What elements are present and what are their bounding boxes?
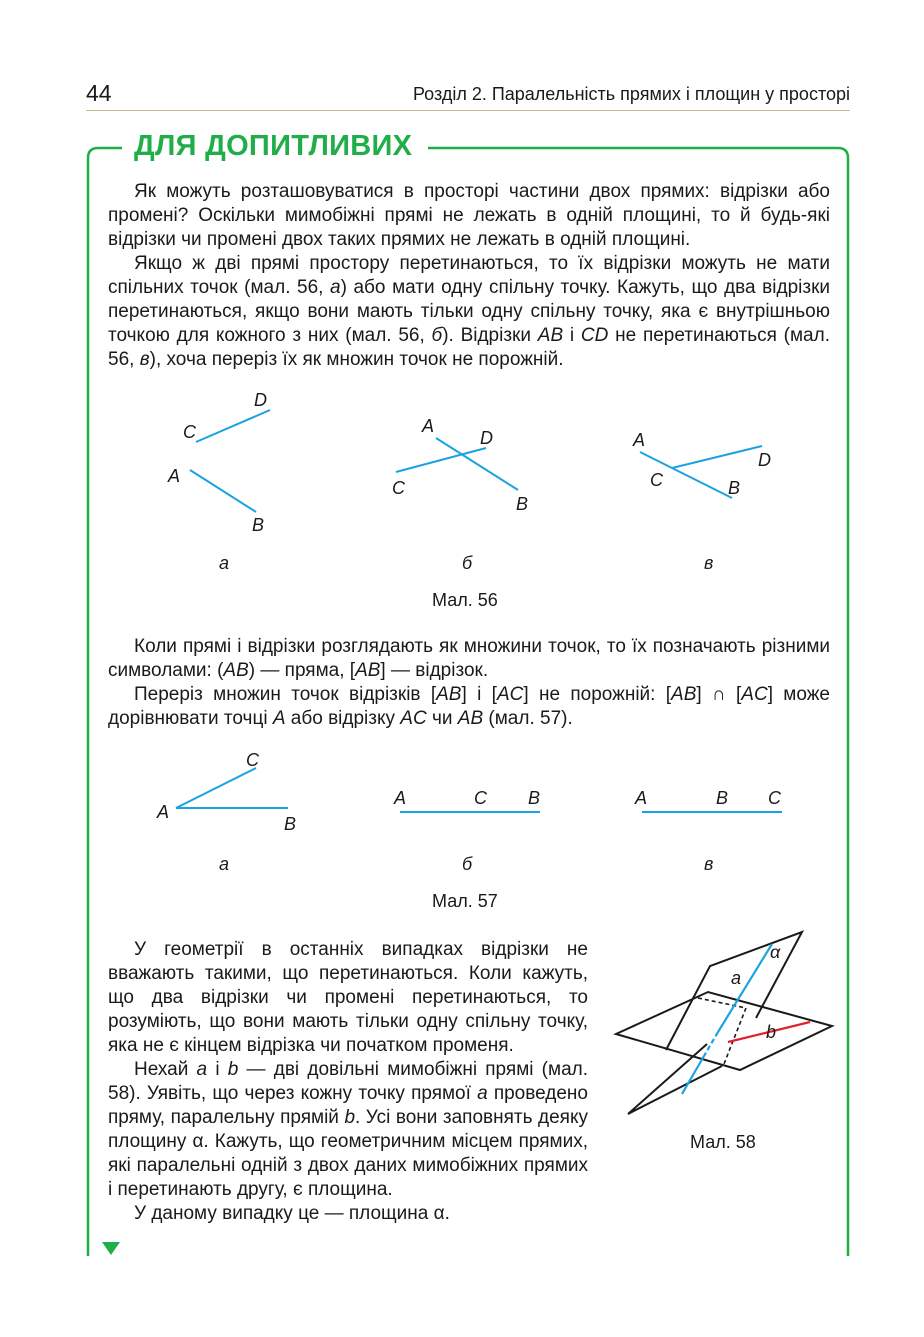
point-label: D	[254, 390, 267, 410]
line-a-lower	[682, 1056, 704, 1094]
text-run: не перетинаються (мал. 56,	[108, 325, 830, 370]
text-run: AB	[537, 325, 564, 346]
segment-ac	[176, 768, 256, 808]
text-run: або відрізку	[285, 708, 401, 729]
figure-57c-label: в	[704, 854, 714, 874]
point-label: B	[284, 814, 297, 834]
point-label: B	[728, 478, 741, 498]
segment-cd	[196, 410, 270, 442]
paragraph-4	[108, 683, 830, 731]
text-run: Нехай	[134, 1059, 197, 1080]
figure-58-caption: Мал. 58	[690, 1132, 756, 1152]
line-a-label: a	[731, 968, 742, 988]
point-label: C	[768, 788, 781, 808]
figure-58	[612, 926, 838, 1120]
figure-57-caption: Мал. 57	[432, 891, 498, 911]
text-run: a	[477, 1083, 488, 1104]
point-label: B	[516, 494, 529, 514]
text-run: AB	[436, 684, 462, 705]
paragraph-5: У геометрії в останніх випадках відрізки не вважають такими, що перетинаються. Коли кажуть, що два відрізки чи промені перетинаються, то розуміють, що вони мають тільки одну спільну точку, яка не є кінцем відрізка чи початком променя.	[108, 939, 588, 1056]
text-run: CD	[580, 325, 609, 346]
down-triangle-icon	[102, 1242, 120, 1256]
text-run: чи	[426, 708, 458, 729]
plane-alpha-upper	[666, 932, 802, 1050]
point-label: C	[392, 478, 405, 498]
text-run: AC	[741, 684, 768, 705]
figure-56c-label: в	[704, 553, 714, 573]
text-run: ] — відрізок.	[380, 660, 489, 681]
figure-57b-label: б	[462, 854, 473, 874]
point-label: D	[480, 428, 493, 448]
point-label: B	[528, 788, 541, 808]
text-run: AB	[671, 684, 697, 705]
text-run: A	[272, 708, 286, 729]
text-run: — дві довільні мимобіжні прямі (мал. 58). Уявіть, що через кожну точку прямої	[108, 1059, 588, 1104]
point-label: C	[246, 750, 259, 770]
point-label: B	[716, 788, 729, 808]
alpha-label: α	[770, 942, 781, 962]
segment-ab	[190, 470, 256, 512]
paragraph-6	[108, 1058, 588, 1202]
text-run: AB	[223, 660, 249, 681]
figure-56	[150, 386, 790, 531]
point-label: A	[633, 430, 646, 450]
header-rule	[86, 110, 850, 111]
plane-alpha-lower	[628, 1044, 722, 1114]
paragraph-7: У даному випадку це — площина α.	[134, 1203, 450, 1224]
paragraph-3	[108, 635, 830, 683]
text-run: проведено пряму, паралельну прямій	[108, 1083, 588, 1128]
running-title: Розділ 2. Паралельність прямих і площин у просторі	[412, 84, 850, 104]
text-run: а	[330, 277, 341, 298]
figure-56a-label: а	[219, 553, 230, 573]
point-label: C	[650, 470, 663, 490]
text-run: ] не порожній: [	[523, 684, 672, 705]
text-run: ] ∩ [	[696, 684, 742, 705]
text-run: ) або мати одну спільну точку. Кажуть, що два відрізки перетинаються, якщо вони мають тільки одну спільну точку, яка є внутрішньою точкою для кожного з них (мал. 56,	[108, 277, 830, 346]
box-title: ДЛЯ ДОПИТЛИВИХ	[130, 130, 416, 163]
text-run: b	[344, 1107, 356, 1128]
text-run: ] і [	[461, 684, 497, 705]
text-run: AB	[355, 660, 381, 681]
point-label: D	[758, 450, 771, 470]
point-label: C	[183, 422, 196, 442]
line-a	[718, 944, 772, 1032]
point-label: C	[474, 788, 487, 808]
segment-ab	[436, 438, 518, 490]
text-run: AC	[496, 684, 524, 705]
text-run: AC	[400, 708, 427, 729]
point-label: A	[635, 788, 648, 808]
paragraph-1: Як можуть розташовуватися в просторі частини двох прямих: відрізки або промені? Оскільки мимобіжні прямі не лежать в одній площині, то й будь-які відрізки чи промені двох таких прямих не лежать в одній площині.	[108, 181, 830, 250]
horizontal-plane	[616, 992, 832, 1070]
text-run: і	[207, 1059, 228, 1080]
figure-57	[150, 746, 790, 836]
text-run: в	[139, 349, 150, 370]
text-run: a	[196, 1059, 208, 1080]
text-run: ). Відрізки	[442, 325, 538, 346]
line-b-label: b	[766, 1022, 777, 1042]
text-run: . Усі вони заповнять деяку площину α. Кажуть, що геометричним місцем прямих, які паралельні одній з двох даних мимобіжних прямих і перетинають другу, є площина.	[108, 1107, 588, 1200]
text-run: ), хоча переріз їх як множин точок не порожній.	[149, 349, 564, 370]
text-run: Переріз множин точок відрізків [	[134, 684, 437, 705]
text-run: б	[431, 325, 443, 346]
text-run: ) — пряма, [	[248, 660, 356, 681]
figure-56b-label: б	[462, 553, 473, 573]
point-label: B	[252, 515, 265, 531]
text-run: b	[227, 1059, 239, 1080]
segment-cd	[672, 446, 762, 468]
page-number: 44	[86, 80, 112, 106]
text-run: AB	[457, 708, 484, 729]
text-run: Якщо ж дві прямі простору перетинаються, то їх відрізки можуть не мати спільних точок (мал. 56,	[108, 253, 830, 298]
text-run: Коли прямі і відрізки розглядають як множини точок, то їх позначають різними символами: (	[108, 636, 830, 681]
figure-57a-label: а	[219, 854, 230, 874]
point-label: A	[422, 416, 435, 436]
text-run: і	[563, 325, 581, 346]
figure-56-caption: Мал. 56	[432, 590, 498, 610]
point-label: A	[168, 466, 181, 486]
point-label: A	[157, 802, 170, 822]
point-label: A	[394, 788, 407, 808]
text-run: (мал. 57).	[483, 708, 573, 729]
text-run: ] може дорівнювати точці	[108, 684, 830, 729]
paragraph-2	[108, 252, 830, 372]
